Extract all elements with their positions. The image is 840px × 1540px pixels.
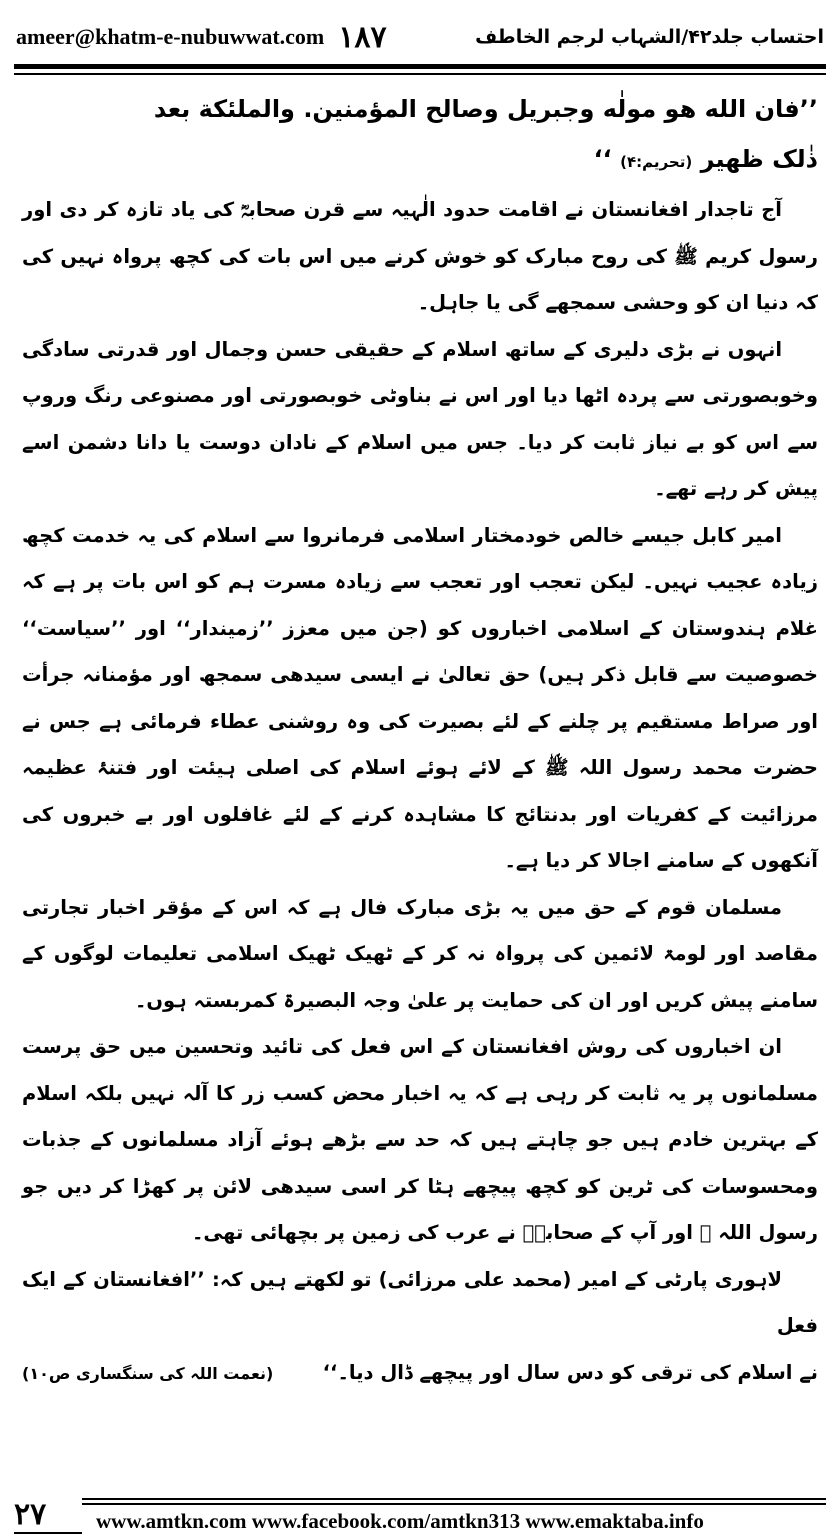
footer-band (82, 1496, 826, 1534)
paragraph-6-line-2 (22, 1350, 818, 1398)
citation-reference: (نعمت اللہ کی سنگساری ص۱۰) (22, 1363, 274, 1383)
verse-reference: (تحریم:۴) (620, 153, 693, 171)
page-footer (14, 1496, 826, 1534)
paragraph-5: ان اخباروں کی روش افغانستان کے اس فعل کی تائید وتحسین میں حق پرست مسلمانوں پر یہ ثابت کر رہی ہے کہ یہ اخبار محض کسب زر کا آلہ نہیں بلکہ اسلام کے بہترین خادم ہیں جو چاہتے ہیں کہ حد سے بڑھے ہوئے آزاد مسلمانوں کے جذبات ومحسوسات کی ٹرین کو کچھ پیچھے ہٹا کر اسی سیدھی لائن پر کھڑا کر دیں جو رسول اللہ ﷺ اور آپ کے صحابہؓ نے عرب کی زمین پر بچھائی تھی۔ (22, 1035, 818, 1244)
paragraph-4: مسلمان قوم کے حق میں یہ بڑی مبارک فال ہے کہ اس کے مؤقر اخبار تجارتی مقاصد اور لومۃ لائمین کی پرواہ نہ کر کے ٹھیک ٹھیک اسلامی تعلیمات لوگوں کے سامنے پیش کریں اور ان کی حمایت پر علیٰ وجہ البصیرۃ کمربستہ ہوں۔ (22, 895, 818, 1012)
header-rule-thin (14, 73, 826, 75)
page-body (22, 84, 818, 1462)
verse-line-1: ’’فان الله ھو مولٰه وجبریل وصالح المؤمنین. والملئکة بعد (153, 95, 818, 123)
header-rule (14, 64, 826, 69)
paragraph-1: آج تاجدار افغانستان نے اقامت حدود الٰہیہ سے قرن صحابہؓ کی یاد تازہ کر دی اور رسول کریم ﷺ کی روح مبارک کو خوش کرنے میں اس بات کی کچھ پرواہ نہیں کی کہ دنیا ان کو وحشی سمجھے گی یا جاہل۔ (22, 198, 818, 314)
verse-line-2: ذٰلک ظهیر (700, 145, 818, 173)
footer-page-number: ۲۷ (14, 1498, 82, 1534)
header-left (16, 20, 387, 55)
quote-end-line: نے اسلام کی ترقی کو دس سال اور پیچھے ڈال دیا۔‘‘ (322, 1360, 818, 1384)
paragraph-3: امیر کابل جیسے خالص خودمختار اسلامی فرمانروا سے اسلام کی یہ خدمت کچھ زیادہ عجیب نہیں۔ لیکن تعجب اور تعجب سے زیادہ مسرت ہم کو اس بات پر ہے کہ غلام ہندوستان کے اسلامی اخباروں کو (جن میں معزز ’’زمیندار‘‘ اور ’’سیاست‘‘ خصوصیت سے قابل ذکر ہیں) حق تعالیٰ نے ایسی سیدھی سمجھ اور مؤمنانہ جرأت اور صراط مستقیم پر چلنے کے لئے بصیرت کی وہ روشنی عطاء فرمائی ہے جس نے حضرت محمد رسول اللہ ﷺ کے لائے ہوئے اسلام کی اصلی ہیئت اور فتنۂ عظیمہ مرزائیت کے کفریات اور بدنتائج کا مشاہدہ کرنے کے لئے غافلوں اور بے خبروں کی آنکھوں کے سامنے اجالا کر دیا ہے۔ (22, 523, 818, 872)
header-email: ameer@khatm-e-nubuwwat.com (16, 24, 325, 49)
footer-rules (82, 1498, 826, 1508)
verse-close-quote: ‘‘ (593, 145, 612, 173)
header-page-number: ۱۸۷ (338, 20, 387, 54)
paragraph-2: انہوں نے بڑی دلیری کے ساتھ اسلام کے حقیقی حسن وجمال اور قدرتی سادگی وخوبصورتی سے پردہ اٹھا دیا اور اس نے بناوٹی خوبصورتی اور مصنوعی رنگ وروپ سے اس کو بے نیاز ثابت کر دیا۔ جس میں اسلام کے نادان دوست یا دانا دشمن اسے پیش کر رہے تھے۔ (22, 337, 818, 500)
header-title: احتساب جلد۴۲/الشہاب لرجم الخاطف (475, 26, 824, 48)
footer-urls: www.amtkn.com www.facebook.com/amtkn313 www.emaktaba.info (96, 1509, 704, 1533)
quranic-verse (22, 84, 818, 187)
page-header (16, 14, 824, 60)
paragraph-6-line-1: لاہوری پارٹی کے امیر (محمد علی مرزائی) تو لکھتے ہیں کہ: ’’افغانستان کے ایک فعل (22, 1267, 818, 1337)
